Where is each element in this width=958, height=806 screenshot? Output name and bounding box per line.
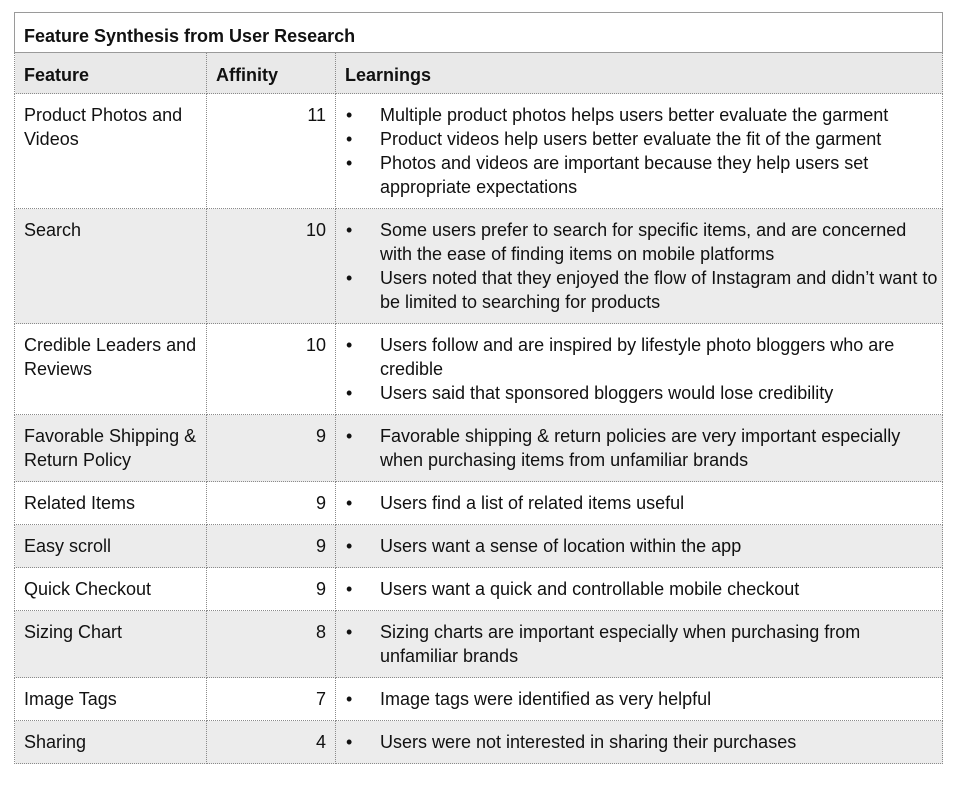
learning-item xyxy=(336,687,938,711)
learnings-list xyxy=(336,333,938,405)
table-body xyxy=(15,94,943,764)
feature-cell: Quick Checkout xyxy=(15,568,207,611)
learnings-list xyxy=(336,730,938,754)
learning-text: Photos and videos are important because they help users set appropriate expectations xyxy=(380,153,869,197)
feature-cell: Search xyxy=(15,209,207,324)
learning-text: Product videos help users better evaluate the fit of the garment xyxy=(380,129,882,149)
affinity-cell: 8 xyxy=(207,611,336,678)
feature-cell: Sharing xyxy=(15,721,207,764)
bullet-icon: • xyxy=(346,383,353,403)
affinity-cell: 10 xyxy=(207,209,336,324)
bullet-icon: • xyxy=(346,426,353,446)
learning-item xyxy=(336,491,938,515)
learnings-cell xyxy=(336,415,943,482)
feature-cell: Sizing Chart xyxy=(15,611,207,678)
affinity-cell: 11 xyxy=(207,94,336,209)
bullet-icon: • xyxy=(346,536,353,556)
learnings-cell xyxy=(336,324,943,415)
bullet-icon: • xyxy=(346,493,353,513)
learning-text: Users want a sense of location within the app xyxy=(380,536,742,556)
learning-text: Sizing charts are important especially when purchasing from unfamiliar brands xyxy=(380,622,861,666)
bullet-icon: • xyxy=(346,579,353,599)
learning-text: Users noted that they enjoyed the flow of Instagram and didn’t want to be limited to searching for products xyxy=(380,268,938,312)
learnings-list xyxy=(336,620,938,668)
table-row xyxy=(15,678,943,721)
feature-cell: Related Items xyxy=(15,482,207,525)
learnings-list xyxy=(336,687,938,711)
bullet-icon: • xyxy=(346,732,353,752)
feature-cell: Credible Leaders and Reviews xyxy=(15,324,207,415)
table-row xyxy=(15,525,943,568)
table-row xyxy=(15,209,943,324)
affinity-cell: 9 xyxy=(207,482,336,525)
learning-item xyxy=(336,381,938,405)
learning-item xyxy=(336,424,938,472)
bullet-icon: • xyxy=(346,153,353,173)
learning-item xyxy=(336,333,938,381)
learning-text: Users want a quick and controllable mobile checkout xyxy=(380,579,800,599)
bullet-icon: • xyxy=(346,268,353,288)
feature-cell: Favorable Shipping & Return Policy xyxy=(15,415,207,482)
table-header-row xyxy=(15,53,943,94)
header-feature: Feature xyxy=(15,53,207,94)
affinity-cell: 7 xyxy=(207,678,336,721)
table-row xyxy=(15,568,943,611)
learning-text: Users were not interested in sharing their purchases xyxy=(380,732,797,752)
learning-item xyxy=(336,218,938,266)
learning-item xyxy=(336,103,938,127)
table-row xyxy=(15,721,943,764)
header-affinity: Affinity xyxy=(207,53,336,94)
bullet-icon: • xyxy=(346,622,353,642)
learning-text: Image tags were identified as very helpful xyxy=(380,689,712,709)
learnings-cell xyxy=(336,678,943,721)
feature-synthesis-table xyxy=(14,12,943,764)
table-row xyxy=(15,415,943,482)
learnings-list xyxy=(336,218,938,314)
learning-item xyxy=(336,577,938,601)
affinity-cell: 4 xyxy=(207,721,336,764)
learning-text: Users follow and are inspired by lifestyle photo bloggers who are credible xyxy=(380,335,895,379)
learning-item xyxy=(336,620,938,668)
learning-item xyxy=(336,266,938,314)
feature-cell: Product Photos and Videos xyxy=(15,94,207,209)
learnings-list xyxy=(336,577,938,601)
table-title-row xyxy=(15,13,943,53)
learning-text: Favorable shipping & return policies are very important especially when purchasing items from unfamiliar brands xyxy=(380,426,901,470)
learning-text: Users find a list of related items useful xyxy=(380,493,685,513)
table-title: Feature Synthesis from User Research xyxy=(15,13,943,53)
affinity-cell: 10 xyxy=(207,324,336,415)
affinity-cell: 9 xyxy=(207,525,336,568)
learnings-list xyxy=(336,491,938,515)
learning-text: Some users prefer to search for specific items, and are concerned with the ease of finding items on mobile platforms xyxy=(380,220,907,264)
learnings-cell xyxy=(336,482,943,525)
learning-item xyxy=(336,127,938,151)
bullet-icon: • xyxy=(346,105,353,125)
bullet-icon: • xyxy=(346,129,353,149)
learning-text: Multiple product photos helps users better evaluate the garment xyxy=(380,105,889,125)
affinity-cell: 9 xyxy=(207,415,336,482)
learning-text: Users said that sponsored bloggers would lose credibility xyxy=(380,383,834,403)
learnings-cell xyxy=(336,721,943,764)
learnings-list xyxy=(336,424,938,472)
table-row xyxy=(15,482,943,525)
table-row xyxy=(15,611,943,678)
learning-item xyxy=(336,730,938,754)
learnings-cell xyxy=(336,209,943,324)
table-row xyxy=(15,94,943,209)
bullet-icon: • xyxy=(346,335,353,355)
learnings-cell xyxy=(336,611,943,678)
learnings-cell xyxy=(336,568,943,611)
bullet-icon: • xyxy=(346,689,353,709)
learnings-cell xyxy=(336,525,943,568)
learnings-cell xyxy=(336,94,943,209)
learning-item xyxy=(336,151,938,199)
bullet-icon: • xyxy=(346,220,353,240)
table-row xyxy=(15,324,943,415)
feature-synthesis-table-container xyxy=(14,12,942,764)
learnings-list xyxy=(336,103,938,199)
feature-cell: Easy scroll xyxy=(15,525,207,568)
affinity-cell: 9 xyxy=(207,568,336,611)
learnings-list xyxy=(336,534,938,558)
feature-cell: Image Tags xyxy=(15,678,207,721)
learning-item xyxy=(336,534,938,558)
header-learnings: Learnings xyxy=(336,53,943,94)
